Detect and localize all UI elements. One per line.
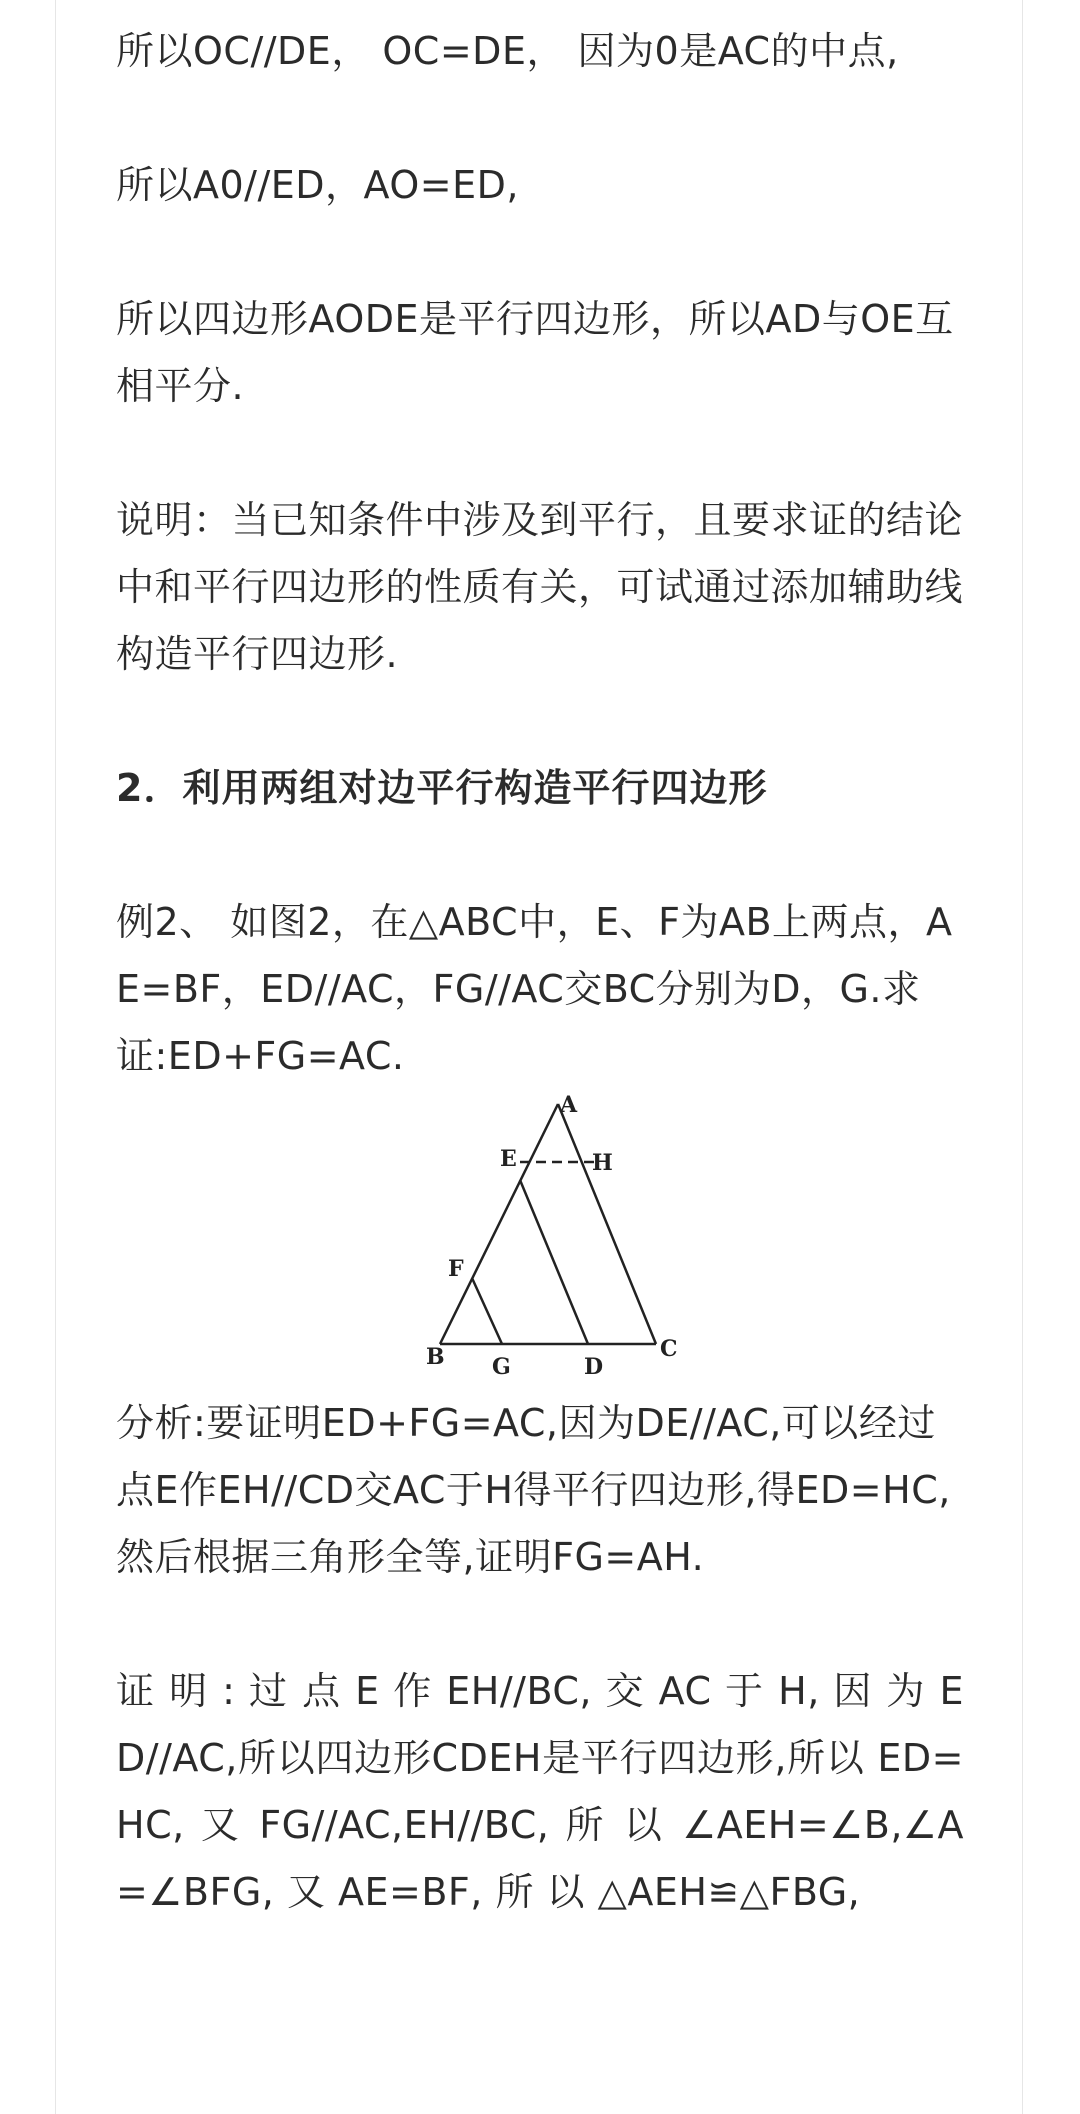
paragraph-analysis: 分析:要证明ED+FG=AC,因为DE//AC,可以经过点E作EH//CD交AC于H得平行四边形,得ED=HC,然后根据三角形全等,证明FG=AH.	[116, 1401, 951, 1579]
segment-ed	[520, 1180, 588, 1344]
article-content	[116, 18, 964, 1926]
paragraph-oc-de: 所以OC//DE， OC=DE， 因为0是AC的中点,	[116, 29, 899, 73]
segment-fg	[472, 1278, 502, 1344]
paragraph-gap	[116, 219, 964, 286]
label-c: C	[660, 1336, 678, 1362]
paragraph-example-2: 例2、 如图2，在△ABC中，E、F为AB上两点，AE=BF，ED//AC，FG//AC交BC分别为D，G.求证:ED+FG=AC.	[116, 900, 953, 1078]
label-b: B	[426, 1344, 445, 1370]
triangle-diagram	[416, 1090, 696, 1390]
paragraph-gap	[116, 420, 964, 487]
side-ab	[440, 1104, 558, 1344]
paragraph-gap	[116, 1591, 964, 1658]
label-a: A	[560, 1092, 578, 1118]
triangle-figure	[116, 1090, 964, 1390]
paragraph-explanation: 说明：当已知条件中涉及到平行，且要求证的结论中和平行四边形的性质有关，可试通过添加辅助线构造平行四边形.	[116, 498, 964, 676]
paragraph-aode-conclusion: 所以四边形AODE是平行四边形，所以AD与OE互相平分.	[116, 297, 954, 408]
paragraph-gap	[116, 85, 964, 152]
label-e: E	[500, 1146, 517, 1172]
paragraph-ao-ed: 所以A0//ED，AO=ED,	[116, 163, 519, 207]
label-h: H	[592, 1150, 613, 1176]
label-f: F	[448, 1256, 464, 1282]
label-g: G	[492, 1354, 511, 1380]
label-d: D	[584, 1354, 604, 1380]
paragraph-gap	[116, 822, 964, 889]
paragraph-proof: 证 明 : 过 点 E 作 EH//BC, 交 AC 于 H, 因 为 ED//AC,所以四边形CDEH是平行四边形,所以 ED=HC, 又 FG//AC,EH//BC, 所 以 ∠AEH=∠B,∠A=∠BFG, 又 AE=BF, 所 以 △AEH≌△FBG,	[116, 1669, 964, 1914]
section-heading: 2．利用两组对边平行构造平行四边形	[116, 766, 768, 810]
paragraph-gap	[116, 688, 964, 755]
